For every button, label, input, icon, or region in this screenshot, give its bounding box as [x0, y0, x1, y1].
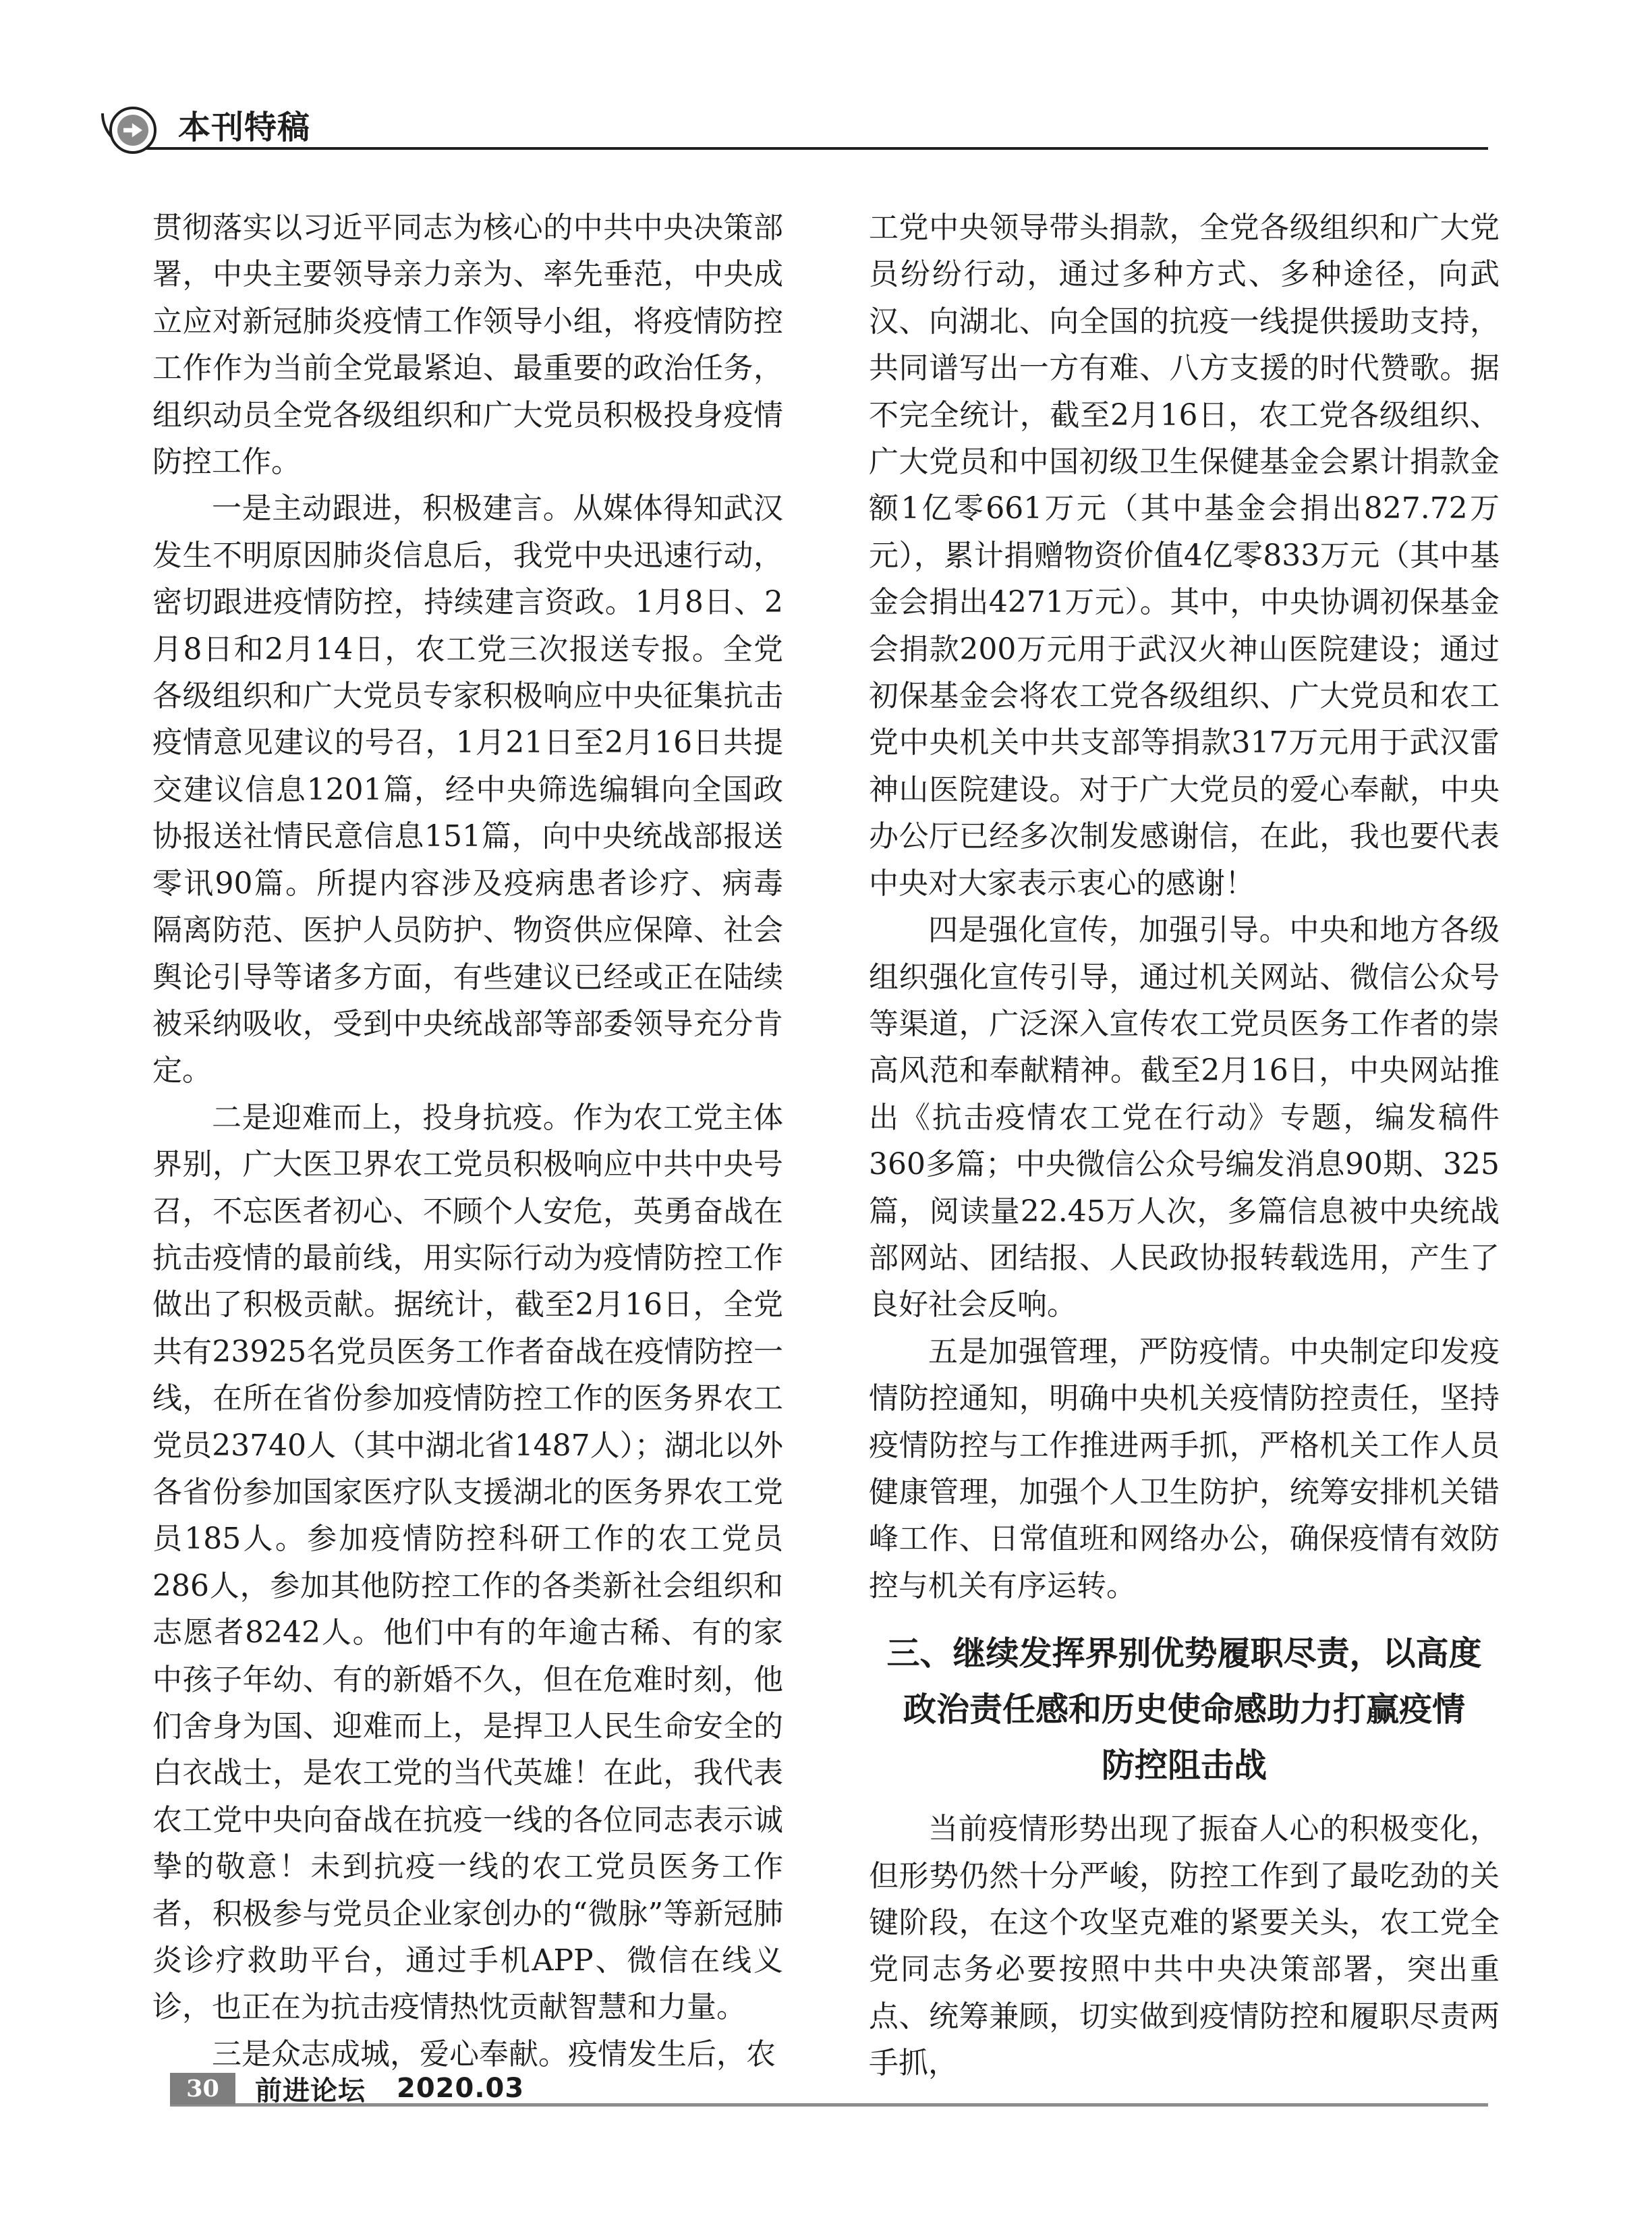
paragraph: 一是主动跟进，积极建言。从媒体得知武汉发生不明原因肺炎信息后，我党中央迅速行动，密切跟进疫情防控，持续建言资政。1月8日、2月8日和2月14日，农工党三次报送专报。全党各级组织和广大党员专家积极响应中央征集抗击疫情意见建议的号召，1月21日至2月16日共提交建议信息1201篇，经中央筛选编辑向全国政协报送社情民意信息151篇，向中央统战部报送零讯90篇。所提内容涉及疫病患者诊疗、病毒隔离防范、医护人员防护、物资供应保障、社会舆论引导等诸多方面，有些建议已经或正在陆续被采纳吸收，受到中央统战部等部委领导充分肯定。 — [152, 491, 783, 1088]
paragraph: 四是强化宣传，加强引导。中央和地方各级组织强化宣传引导，通过机关网站、微信公众号等渠道，广泛深入宣传农工党员医务工作者的崇高风范和奉献精神。截至2月16日，中央网站推出《抗击疫情农工党在行动》专题，编发稿件360多篇；中央微信公众号编发消息90期、325篇，阅读量22.45万人次，多篇信息被中央统战部网站、团结报、人民政协报转载选用，产生了良好社会反响。 — [869, 913, 1500, 1323]
paragraph: 五是加强管理，严防疫情。中央制定印发疫情防控通知，明确中央机关疫情防控责任，坚持疫情防控与工作推进两手抓，严格机关工作人员健康管理，加强个人卫生防护，统筹安排机关错峰工作、日常值班和网络办公，确保疫情有效防控与机关有序运转。 — [869, 1334, 1500, 1603]
paragraph: 二是迎难而上，投身抗疫。作为农工党主体界别，广大医卫界农工党员积极响应中共中央号召，不忘医者初心、不顾个人安危，英勇奋战在抗击疫情的最前线，用实际行动为疫情防控工作做出了积极贡献。据统计，截至2月16日，全党共有23925名党员医务工作者奋战在疫情防控一线，在所在省份参加疫情防控工作的医务界农工党员23740人（其中湖北省1487人）；湖北以外各省份参加国家医疗队支援湖北的医务界农工党员185人。参加疫情防控科研工作的农工党员286人，参加其他防控工作的各类新社会组织和志愿者8242人。他们中有的年逾古稀、有的家中孩子年幼、有的新婚不久，但在危难时刻，他们舍身为国、迎难而上，是捍卫人民生命安全的白衣战士，是农工党的当代英雄！在此，我代表农工党中央向奋战在抗疫一线的各位同志表示诚挚的敬意！未到抗疫一线的农工党员医务工作者，积极参与党员企业家创办的“微脉”等新冠肺炎诊疗救助平台，通过手机APP、微信在线义诊，也正在为抗击疫情热忱贡献智慧和力量。 — [152, 1100, 783, 2025]
section-heading-line: 防控阻击战 — [1101, 1746, 1267, 1785]
journal-issue: 2020.03 — [397, 2073, 525, 2104]
section-heading — [869, 1625, 1500, 1793]
left-column — [152, 204, 783, 2078]
paragraph: 三是众志成城，爱心奉献。疫情发生后，农 — [212, 2036, 776, 2071]
footer-journal-line — [255, 2071, 524, 2105]
paragraph: 工党中央领导带头捐款，全党各级组织和广大党员纷纷行动，通过多种方式、多种途径，向武汉、向湖北、向全国的抗疫一线提供援助支持，共同谱写出一方有难、八方支援的时代赞歌。据不完全统计，截至2月16日，农工党各级组织、广大党员和中国初级卫生保健基金会累计捐款金额1亿零661万元（其中基金会捐出827.72万元），累计捐赠物资价值4亿零833万元（其中基金会捐出4271万元）。其中，中央协调初保基金会捐款200万元用于武汉火神山医院建设；通过初保基金会将农工党各级组织、广大党员和农工党中央机关中共支部等捐款317万元用于武汉雷神山医院建设。对于广大党员的爱心奉献，中央办公厅已经多次制发感谢信，在此，我也要代表中央对大家表示衷心的感谢！ — [869, 211, 1500, 901]
right-column — [869, 204, 1500, 2087]
paragraph: 当前疫情形势出现了振奋人心的积极变化，但形势仍然十分严峻，防控工作到了最吃劲的关键阶段，在这个攻坚克难的紧要关头，农工党全党同志务必要按照中共中央决策部署，突出重点、统筹兼顾，切实做到疫情防控和履职尽责两手抓， — [869, 1812, 1500, 2081]
section-title: 本刊特稿 — [178, 109, 311, 146]
page-number-badge: 30 — [170, 2073, 235, 2105]
paragraph: 贯彻落实以习近平同志为核心的中共中央决策部署，中央主要领导亲力亲为、率先垂范，中央成立应对新冠肺炎疫情工作领导小组，将疫情防控工作作为当前全党最紧迫、最重要的政治任务，组织动员全党各级组织和广大党员积极投身疫情防控工作。 — [152, 211, 783, 480]
section-badge — [109, 107, 156, 154]
journal-name: 前进论坛 — [255, 2075, 366, 2107]
section-heading-line: 政治责任感和历史使命感助力打赢疫情 — [903, 1690, 1465, 1729]
right-arrow-icon — [117, 115, 148, 146]
section-heading-line: 三、继续发挥界别优势履职尽责，以高度 — [886, 1634, 1482, 1673]
